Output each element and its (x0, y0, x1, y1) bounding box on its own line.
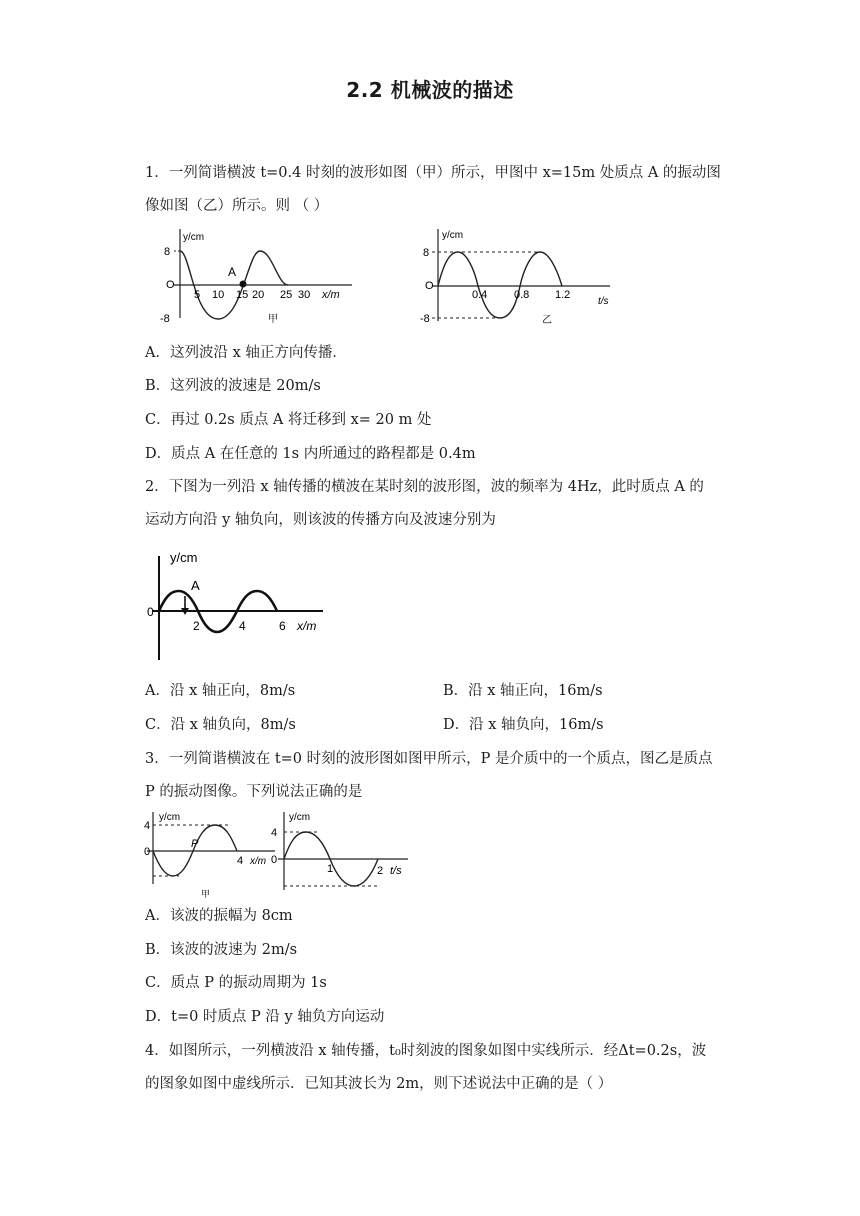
q2-option-a: A．沿 x 轴正向，8m/s (145, 683, 296, 699)
q3a-point-label: P (191, 838, 199, 850)
q1-point-a-dot (240, 281, 247, 288)
q3a-ytick-4: 4 (144, 820, 151, 832)
q1b-ytick-8: 8 (423, 247, 430, 259)
q3-option-d: D．t=0 时质点 P 沿 y 轴负方向运动 (145, 1009, 385, 1025)
q3a-ytick-0: 0 (144, 846, 151, 858)
q1-stem-line-1: 1．一列简谐横波 t=0.4 时刻的波形如图（甲）所示，甲图中 x=15m 处质点 A 的振动图 (145, 165, 721, 181)
q3-option-c: C．质点 P 的振动周期为 1s (145, 975, 327, 991)
q2-xtick-6: 6 (279, 619, 286, 633)
q1b-y-label: y/cm (442, 230, 464, 241)
q2-stem-line-2: 运动方向沿 y 轴负向，则该波的传播方向及波速分别为 (145, 512, 496, 528)
q3-option-a: A．该波的振幅为 8cm (145, 908, 293, 924)
q3a-caption: 甲 (201, 889, 211, 899)
page-title: 2.2 机械波的描述 (346, 78, 514, 102)
q1a-ytick-8: 8 (164, 246, 171, 258)
q1-option-c: C．再过 0.2s 质点 A 将迁移到 x= 20 m 处 (145, 412, 432, 428)
q1b-ytick-neg8: -8 (420, 313, 430, 325)
q1a-xtick-5: 5 (194, 289, 201, 301)
q1b-x-label: t/s (598, 296, 609, 307)
q4-stem-line-1: 4．如图所示，一列横波沿 x 轴传播，t₀时刻波的图象如图中实线所示．经Δt=0.2s，波 (145, 1043, 707, 1059)
q1-figure-wave-graph (160, 226, 360, 326)
q1a-caption: 甲 (268, 314, 278, 325)
q2-figure-wave-graph (145, 548, 335, 666)
q1a-y-label: y/cm (183, 232, 205, 243)
q1b-caption: 乙 (542, 315, 552, 326)
q3-figure-vibration-graph (268, 808, 410, 893)
q3b-ytick-4: 4 (271, 827, 278, 839)
q3b-ytick-0: 0 (271, 854, 278, 866)
q1a-x-label: x/m (322, 289, 340, 301)
q2-point-label: A (191, 578, 200, 593)
q1b-xtick-0.4: 0.4 (472, 289, 488, 301)
q1b-ytick-o: O (425, 280, 434, 292)
q2-origin: 0 (147, 605, 154, 619)
q1a-point-label: A (228, 265, 237, 279)
q3b-y-label: y/cm (289, 812, 311, 823)
q1-option-b: B．这列波的波速是 20m/s (145, 378, 321, 394)
q3-stem-line-1: 3．一列简谐横波在 t=0 时刻的波形图如图甲所示，P 是介质中的一个质点，图乙是质点 (145, 751, 713, 767)
q1b-xtick-1.2: 1.2 (555, 289, 571, 301)
q3a-xtick-4: 4 (237, 855, 244, 867)
q3b-xtick-1: 1 (327, 863, 334, 875)
q3b-xtick-2: 2 (377, 865, 384, 877)
q2-option-c: C．沿 x 轴负向，8m/s (145, 717, 296, 733)
q3a-y-label: y/cm (159, 812, 181, 823)
q1-option-a: A．这列波沿 x 轴正方向传播． (145, 345, 347, 361)
q2-y-label: y/cm (170, 550, 198, 565)
q1a-xtick-15: 15 (236, 289, 249, 301)
q1-stem-line-2: 像如图（乙）所示。则 （ ） (145, 198, 329, 214)
q2-option-d: D．沿 x 轴负向，16m/s (443, 717, 604, 733)
q3-option-b: B．该波的波速为 2m/s (145, 942, 298, 958)
q1a-xtick-20: 20 (252, 289, 265, 301)
q1a-xtick-30: 30 (298, 289, 311, 301)
q3a-x-label: x/m (250, 856, 267, 867)
q2-option-b: B．沿 x 轴正向，16m/s (443, 683, 603, 699)
q3-figure-wave-graph (143, 808, 278, 900)
q2-x-label: x/m (297, 619, 317, 633)
q2-xtick-2: 2 (193, 619, 200, 633)
q3-stem-line-2: P 的振动图像。下列说法正确的是 (145, 784, 363, 800)
q1-figure-vibration-graph (420, 226, 620, 326)
q3b-x-label: t/s (390, 865, 402, 877)
q2-stem-line-1: 2．下图为一列沿 x 轴传播的横波在某时刻的波形图，波的频率为 4Hz，此时质点 A 的 (145, 479, 704, 495)
q4-stem-line-2: 的图象如图中虚线所示．已知其波长为 2m，则下述说法中正确的是（ ） (145, 1076, 613, 1092)
q1-option-d: D．质点 A 在任意的 1s 内所通过的路程都是 0.4m (145, 446, 476, 462)
q1a-ytick-o: O (166, 279, 175, 291)
q1b-xtick-0.8: 0.8 (514, 289, 530, 301)
q1a-xtick-25: 25 (280, 289, 293, 301)
q1a-ytick-neg8: -8 (160, 313, 170, 325)
q1a-xtick-10: 10 (212, 289, 225, 301)
q2-xtick-4: 4 (239, 619, 246, 633)
